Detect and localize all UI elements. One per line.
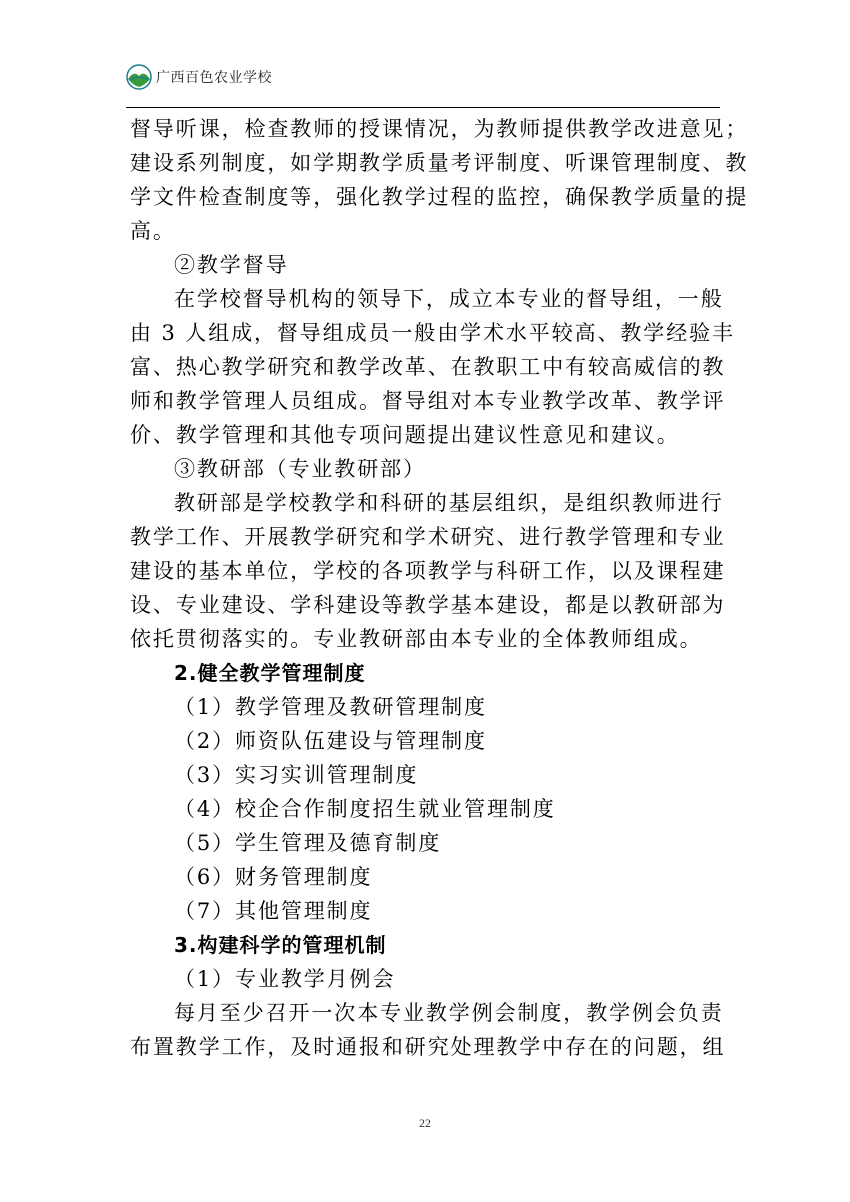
paragraph-line: 督导听课，检查教师的授课情况，为教师提供教学改进意见； — [130, 117, 749, 141]
paragraph-line: 建设的基本单位，学校的各项教学与科研工作，以及课程建 — [130, 559, 726, 583]
paragraph-line: （6）财务管理制度 — [174, 865, 373, 889]
paragraph-line: 由 3 人组成，督导组成员一般由学术水平较高、教学经验丰 — [130, 321, 735, 345]
section-heading: 2.健全教学管理制度 — [174, 661, 366, 685]
paragraph-line: 高。 — [130, 219, 176, 243]
paragraph-line: ②教学督导 — [174, 253, 289, 277]
paragraph-line: ③教研部（专业教研部） — [174, 457, 426, 481]
paragraph-line: 设、专业建设、学科建设等教学基本建设，都是以教研部为 — [130, 593, 726, 617]
paragraph-line: （2）师资队伍建设与管理制度 — [174, 729, 487, 753]
page-header — [126, 60, 272, 94]
paragraph-line: 富、热心教学研究和教学改革、在教职工中有较高威信的教 — [130, 355, 726, 379]
paragraph-line: 在学校督导机构的领导下，成立本专业的督导组，一般 — [174, 287, 724, 311]
paragraph-line: （7）其他管理制度 — [174, 899, 373, 923]
document-body — [130, 112, 749, 1064]
paragraph-line: 师和教学管理人员组成。督导组对本专业教学改革、教学评 — [130, 389, 726, 413]
paragraph-line: （1）专业教学月例会 — [174, 967, 396, 991]
paragraph-line: 每月至少召开一次本专业教学例会制度，教学例会负责 — [174, 1001, 724, 1025]
paragraph-line: 依托贯彻落实的。专业教研部由本专业的全体教师组成。 — [130, 627, 703, 651]
paragraph-line: 教学工作、开展教学研究和学术研究、进行教学管理和专业 — [130, 525, 726, 549]
section-heading: 3.构建科学的管理机制 — [174, 933, 387, 957]
paragraph-line: （4）校企合作制度招生就业管理制度 — [174, 797, 556, 821]
paragraph-line: 布置教学工作，及时通报和研究处理教学中存在的问题，组 — [130, 1035, 726, 1059]
paragraph-line: 建设系列制度，如学期教学质量考评制度、听课管理制度、教 — [130, 151, 749, 175]
page-number: 22 — [419, 1116, 431, 1130]
paragraph-line: （5）学生管理及德育制度 — [174, 831, 442, 855]
paragraph-line: 教研部是学校教学和科研的基层组织，是组织教师进行 — [174, 491, 724, 515]
paragraph-line: 价、教学管理和其他专项问题提出建议性意见和建议。 — [130, 423, 680, 447]
school-name: 广西百色农业学校 — [156, 70, 272, 86]
header-rule — [126, 107, 720, 108]
school-logo-icon — [126, 64, 152, 90]
paragraph-line: （1）教学管理及教研管理制度 — [174, 695, 487, 719]
paragraph-line: 学文件检查制度等，强化教学过程的监控，确保教学质量的提 — [130, 185, 749, 209]
paragraph-line: （3）实习实训管理制度 — [174, 763, 419, 787]
